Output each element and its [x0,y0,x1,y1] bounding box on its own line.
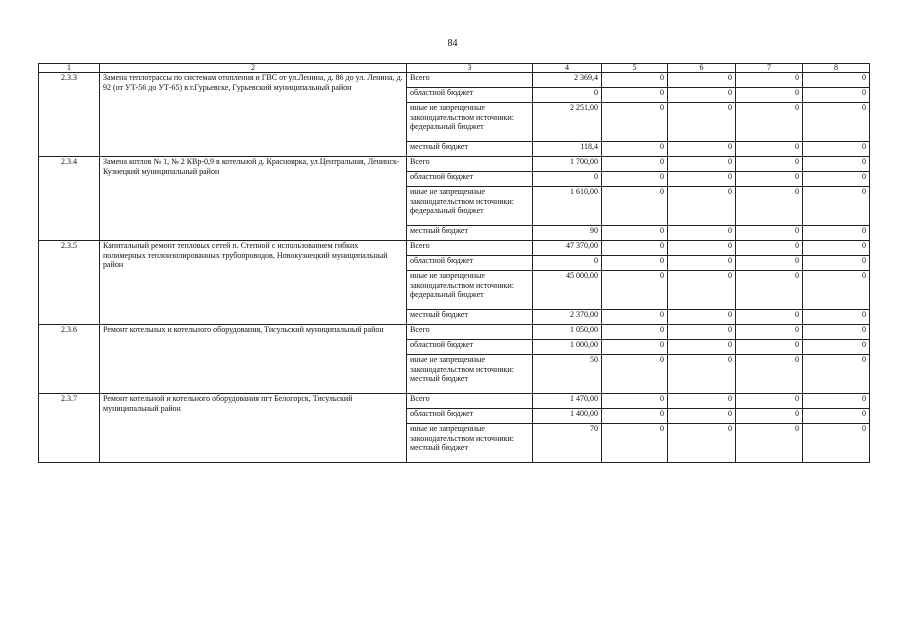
column-header: 4 [533,64,602,73]
funding-source-label: Всего [410,394,430,403]
amount-cell: 0 [602,409,668,424]
amount-cell: 0 [602,394,668,409]
amount-cell: 0 [736,355,803,394]
item-name: Ремонт котельной и котельного оборудования пгт Белогорск, Тисульский муниципальный район [100,394,407,463]
funding-subsource-label: местный бюджет [410,374,468,383]
amount-cell: 0 [602,157,668,172]
amount-cell: 0 [803,241,870,256]
amount-cell: 0 [602,241,668,256]
amount-cell: 0 [736,394,803,409]
funding-source-label: Всего [410,73,430,82]
amount-cell: 0 [736,310,803,325]
amount-cell: 0 [602,88,668,103]
item-number: 2.3.7 [39,394,100,463]
amount-cell: 50 [533,355,602,394]
funding-source [407,424,533,463]
funding-source [407,256,533,271]
amount-cell: 0 [668,88,736,103]
amount-cell: 1 000,00 [533,340,602,355]
amount-cell: 45 000,00 [533,271,602,310]
amount-cell: 0 [602,355,668,394]
amount-cell: 1 700,00 [533,157,602,172]
funding-source-label: местный бюджет [410,310,468,319]
funding-source-label: иные не запрещенные законодательством источники: [410,355,515,374]
amount-cell: 0 [533,88,602,103]
amount-cell: 2 370,00 [533,310,602,325]
column-header: 8 [803,64,870,73]
amount-cell: 0 [602,310,668,325]
item-name: Замена теплотрассы по системам отопления и ГВС от ул.Ленина, д. 86 до ул. Ленина, д. 92 (от УТ-56 до УТ-65) в г.Гурьевске, Гурьевский муниципальный район [100,73,407,157]
funding-source-label: Всего [410,241,430,250]
amount-cell: 0 [736,226,803,241]
amount-cell: 0 [736,256,803,271]
amount-cell: 0 [668,241,736,256]
amount-cell: 0 [602,103,668,142]
amount-cell: 118,4 [533,142,602,157]
amount-cell: 0 [803,103,870,142]
funding-source [407,409,533,424]
item-number: 2.3.5 [39,241,100,325]
amount-cell: 0 [736,271,803,310]
funding-source [407,157,533,172]
funding-source-label: областной бюджет [410,88,474,97]
funding-source [407,172,533,187]
column-header: 5 [602,64,668,73]
amount-cell: 0 [602,172,668,187]
funding-source [407,325,533,340]
amount-cell: 0 [668,226,736,241]
amount-cell: 0 [803,157,870,172]
funding-source-label: местный бюджет [410,142,468,151]
amount-cell: 0 [736,142,803,157]
amount-cell: 2 369,4 [533,73,602,88]
amount-cell: 0 [803,310,870,325]
table-row [39,73,870,88]
amount-cell: 0 [668,325,736,340]
amount-cell: 0 [736,241,803,256]
item-number: 2.3.4 [39,157,100,241]
table-row [39,157,870,172]
amount-cell: 0 [602,340,668,355]
amount-cell: 0 [602,142,668,157]
amount-cell: 1 050,00 [533,325,602,340]
item-number: 2.3.6 [39,325,100,394]
funding-source [407,226,533,241]
amount-cell: 1 610,00 [533,187,602,226]
amount-cell: 0 [668,256,736,271]
funding-source [407,340,533,355]
funding-source [407,355,533,394]
column-header-row [39,64,870,73]
funding-source-label: иные не запрещенные законодательством источники: [410,271,515,290]
amount-cell: 0 [602,187,668,226]
budget-table [38,63,870,463]
amount-cell: 0 [803,340,870,355]
amount-cell: 0 [736,325,803,340]
amount-cell: 0 [803,256,870,271]
amount-cell: 0 [736,409,803,424]
amount-cell: 47 370,00 [533,241,602,256]
amount-cell: 0 [668,73,736,88]
funding-source [407,394,533,409]
column-header: 7 [736,64,803,73]
amount-cell: 0 [533,172,602,187]
amount-cell: 0 [533,256,602,271]
funding-source [407,241,533,256]
page-number: 84 [447,38,458,49]
amount-cell: 0 [803,271,870,310]
amount-cell: 90 [533,226,602,241]
funding-source-label: областной бюджет [410,256,474,265]
funding-subsource-label: федеральный бюджет [410,206,484,215]
table-row [39,325,870,340]
funding-source [407,73,533,88]
funding-source-label: областной бюджет [410,409,474,418]
amount-cell: 1 470,00 [533,394,602,409]
amount-cell: 0 [803,226,870,241]
amount-cell: 0 [803,355,870,394]
funding-subsource-label: местный бюджет [410,443,468,452]
amount-cell: 0 [736,340,803,355]
funding-source [407,142,533,157]
amount-cell: 0 [668,424,736,463]
amount-cell: 0 [668,187,736,226]
funding-source [407,88,533,103]
amount-cell: 0 [803,142,870,157]
table-body [39,64,870,463]
amount-cell: 0 [668,310,736,325]
funding-source-label: Всего [410,157,430,166]
funding-source-label: иные не запрещенные законодательством источники: [410,103,515,122]
amount-cell: 0 [602,226,668,241]
funding-source-label: иные не запрещенные законодательством источники: [410,424,515,443]
amount-cell: 0 [602,256,668,271]
amount-cell: 0 [803,325,870,340]
amount-cell: 0 [803,88,870,103]
amount-cell: 0 [668,355,736,394]
amount-cell: 0 [602,271,668,310]
funding-source-label: местный бюджет [410,226,468,235]
funding-subsource-label: федеральный бюджет [410,290,484,299]
amount-cell: 0 [736,424,803,463]
amount-cell: 0 [668,103,736,142]
item-name: Капитальный ремонт тепловых сетей п. Степной с использованием гибких полимерных теплоизолированных трубопроводов, Новокузнецкий муниципальный район [100,241,407,325]
funding-source-label: областной бюджет [410,172,474,181]
amount-cell: 0 [803,187,870,226]
amount-cell: 0 [736,187,803,226]
funding-source-label: областной бюджет [410,340,474,349]
item-name: Замена котлов № 1, № 2 КВр-0,9 в котельной д. Красноярка, ул.Центральная, Ленинск-Кузнецкий муниципальный район [100,157,407,241]
funding-source-label: Всего [410,325,430,334]
funding-source [407,103,533,142]
amount-cell: 0 [602,424,668,463]
amount-cell: 2 251,00 [533,103,602,142]
amount-cell: 0 [803,424,870,463]
amount-cell: 0 [668,409,736,424]
funding-source [407,271,533,310]
amount-cell: 0 [736,172,803,187]
amount-cell: 0 [668,271,736,310]
item-number: 2.3.3 [39,73,100,157]
amount-cell: 0 [736,88,803,103]
amount-cell: 0 [803,394,870,409]
amount-cell: 0 [602,325,668,340]
amount-cell: 0 [803,409,870,424]
table-row [39,394,870,409]
amount-cell: 70 [533,424,602,463]
column-header: 3 [407,64,533,73]
amount-cell: 0 [736,157,803,172]
amount-cell: 0 [736,103,803,142]
amount-cell: 0 [668,157,736,172]
funding-source [407,310,533,325]
amount-cell: 0 [803,172,870,187]
amount-cell: 0 [668,340,736,355]
amount-cell: 0 [668,394,736,409]
funding-source-label: иные не запрещенные законодательством источники: [410,187,515,206]
amount-cell: 0 [602,73,668,88]
table-row [39,241,870,256]
amount-cell: 0 [668,142,736,157]
funding-subsource-label: федеральный бюджет [410,122,484,131]
column-header: 6 [668,64,736,73]
item-name: Ремонт котельных и котельного оборудования, Тисульский муниципальный район [100,325,407,394]
amount-cell: 0 [736,73,803,88]
column-header: 1 [39,64,100,73]
funding-source [407,187,533,226]
amount-cell: 0 [668,172,736,187]
amount-cell: 0 [803,73,870,88]
column-header: 2 [100,64,407,73]
amount-cell: 1 400,00 [533,409,602,424]
